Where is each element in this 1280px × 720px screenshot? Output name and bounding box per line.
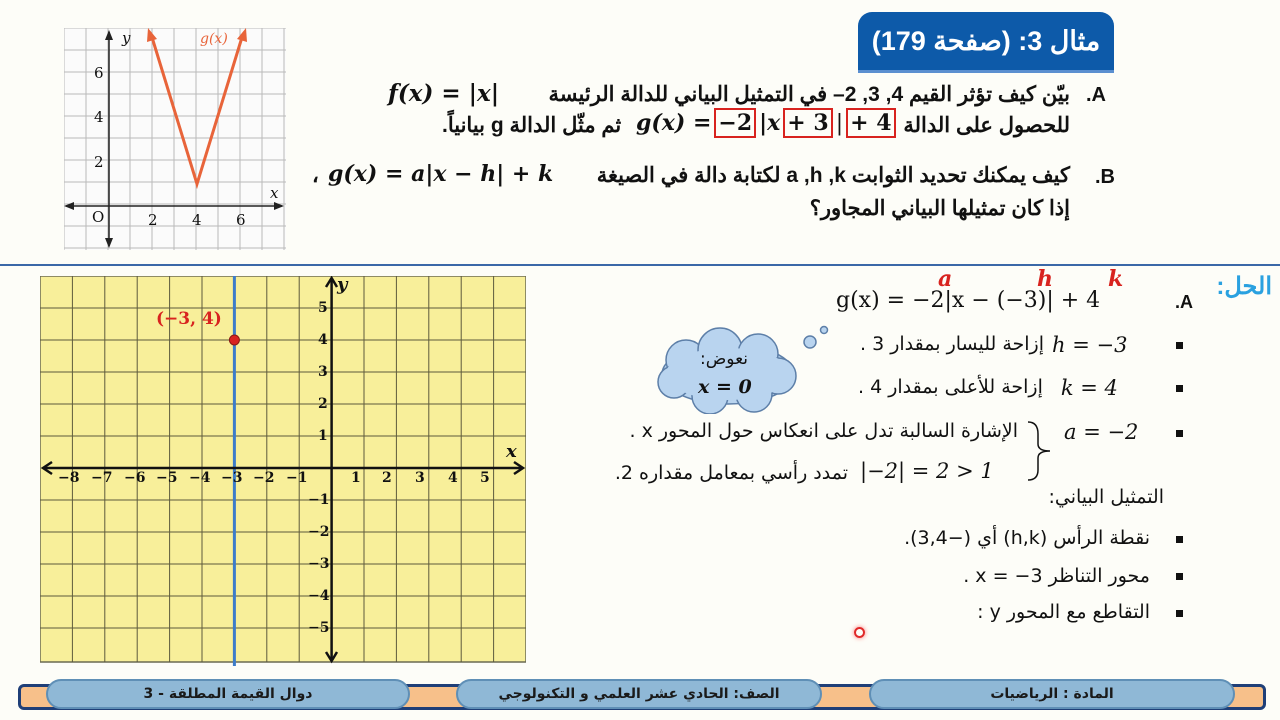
ref-y-tick: 2 <box>94 153 104 171</box>
ref-y-axis-label: y <box>122 29 131 47</box>
coordinate-grid <box>40 276 526 662</box>
x-tick: 1 <box>351 470 361 486</box>
box-a-value: −2 <box>714 108 756 138</box>
box-k-value: + 4 <box>846 108 895 138</box>
label-h: h <box>1037 266 1053 292</box>
bullet-k-math: k = 4 <box>1060 376 1118 400</box>
solution-title: الحل: <box>1216 273 1272 300</box>
question-a-line2-suffix: ثم مثّل الدالة g بيانياً. <box>442 114 622 137</box>
y-tick: −2 <box>308 524 330 540</box>
question-b-label: .B <box>1095 166 1115 188</box>
y-tick: 3 <box>318 364 328 380</box>
y-tick: −5 <box>308 620 330 636</box>
ref-x-tick: 2 <box>148 211 158 229</box>
g-abs-x: |x <box>759 110 781 136</box>
question-a-g-function <box>636 108 896 138</box>
brace-stretch-text: تمدد رأسي بمعامل مقداره 2. <box>614 462 848 484</box>
solution-equation: g(x) = −2|x − (−3)| + 4 <box>836 288 1101 313</box>
label-a: a <box>938 266 953 292</box>
symmetry-bullet-text: محور التناظر x = −3 . <box>963 565 1150 587</box>
x-tick: 5 <box>480 470 490 486</box>
x-tick: −1 <box>286 470 308 486</box>
bullet-a-math: a = −2 <box>1064 420 1139 444</box>
ref-x-tick: 6 <box>236 211 246 229</box>
y-tick: −1 <box>308 492 330 508</box>
y-intercept-bullet-text: التقاطع مع المحور y : <box>977 601 1150 623</box>
cursor-indicator <box>854 627 865 638</box>
question-b-line1-text: كيف يمكنك تحديد الثوابت a ,h ,k لكتابة دالة في الصيغة <box>596 164 1070 187</box>
graph-heading: التمثيل البياني: <box>1048 486 1164 508</box>
y-tick: −4 <box>308 588 330 604</box>
reference-graph <box>64 28 286 250</box>
cloud-line2: x = 0 <box>698 376 752 398</box>
vertex-bullet-text: نقطة الرأس (h,k) أي (−3,4). <box>904 527 1150 549</box>
bullet-icon <box>1176 430 1183 437</box>
box-h-value: + 3 <box>783 108 832 138</box>
title-underline <box>858 70 1114 73</box>
ref-y-tick: 4 <box>94 108 104 126</box>
question-a-line1 <box>549 82 1070 107</box>
bullet-icon <box>1176 536 1183 543</box>
bullet-k-shift <box>858 376 1118 400</box>
y-tick: 2 <box>318 396 328 412</box>
x-tick: 2 <box>382 470 392 486</box>
x-tick: −8 <box>58 470 80 486</box>
g-abs-close: | <box>835 110 844 136</box>
bullet-k-text: إزاحة للأعلى بمقدار 4 . <box>858 376 1043 398</box>
question-b-general-form: g(x) = a|x − h| + k <box>328 161 554 187</box>
question-a-line1-text: بيّن كيف تؤثر القيم 4, 3, 2– في التمثيل البياني للدالة الرئيسة <box>548 83 1070 106</box>
y-tick: 5 <box>318 300 328 316</box>
grid-x-axis-label: x <box>506 441 517 462</box>
question-a-line2-prefix: للحصول على الدالة <box>903 114 1070 137</box>
y-tick: −3 <box>308 556 330 572</box>
ref-x-axis-label: x <box>270 184 279 202</box>
label-k: k <box>1108 266 1124 292</box>
ref-x-tick: 4 <box>192 211 202 229</box>
question-b-comma: ، <box>312 164 319 187</box>
brace-reflection-text: الإشارة السالبة تدل على انعكاس حول المحور x . <box>629 420 1018 442</box>
grid-y-axis-label: y <box>337 274 348 295</box>
x-tick: −3 <box>221 470 243 486</box>
footer-lesson-pill <box>46 679 410 709</box>
cloud-line1: نعوض: <box>700 349 748 369</box>
bullet-icon <box>1176 573 1183 580</box>
footer-grade: الصف: الحادي عشر العلمي و التكنولوجي <box>498 686 780 702</box>
x-tick: −6 <box>124 470 146 486</box>
question-a-label: .A <box>1086 84 1106 106</box>
solution-part-label: .A <box>1175 292 1193 312</box>
x-tick: −7 <box>91 470 113 486</box>
x-tick: −5 <box>156 470 178 486</box>
bullet-h-text: إزاحة لليسار بمقدار 3 . <box>860 333 1045 355</box>
question-b-line2-text: إذا كان تمثيلها البياني المجاور؟ <box>809 197 1070 220</box>
bullet-h-math: h = −3 <box>1052 333 1128 357</box>
bullet-icon <box>1176 342 1183 349</box>
footer-subject: المادة : الرياضيات <box>990 686 1114 702</box>
example-title <box>858 12 1114 70</box>
footer-lesson: دوال القيمة المطلقة - 3 <box>143 686 313 702</box>
bullet-icon <box>1176 385 1183 392</box>
brace-icon <box>1024 418 1060 484</box>
example-title-text: مثال 3: (صفحة 179) <box>871 25 1101 56</box>
x-tick: −2 <box>253 470 275 486</box>
ref-origin-label: O <box>92 208 105 226</box>
ref-y-tick: 6 <box>94 64 104 82</box>
y-tick: 4 <box>318 332 328 348</box>
x-tick: −4 <box>189 470 211 486</box>
footer-subject-pill <box>869 679 1235 709</box>
x-tick: 4 <box>448 470 458 486</box>
question-a-parent-function: f(x) = |x| <box>388 80 500 107</box>
x-tick: 3 <box>415 470 425 486</box>
bullet-icon <box>1176 610 1183 617</box>
vertex-point-label: (−3, 4) <box>156 309 222 329</box>
y-tick: 1 <box>318 428 328 444</box>
g-lhs: g(x) = <box>636 110 712 136</box>
bullet-h-shift <box>860 333 1127 357</box>
section-divider <box>0 264 1280 266</box>
footer-grade-pill <box>456 679 822 709</box>
ref-function-label: g(x) <box>200 31 228 47</box>
brace-stretch-math: |−2| = 2 > 1 <box>860 459 994 483</box>
